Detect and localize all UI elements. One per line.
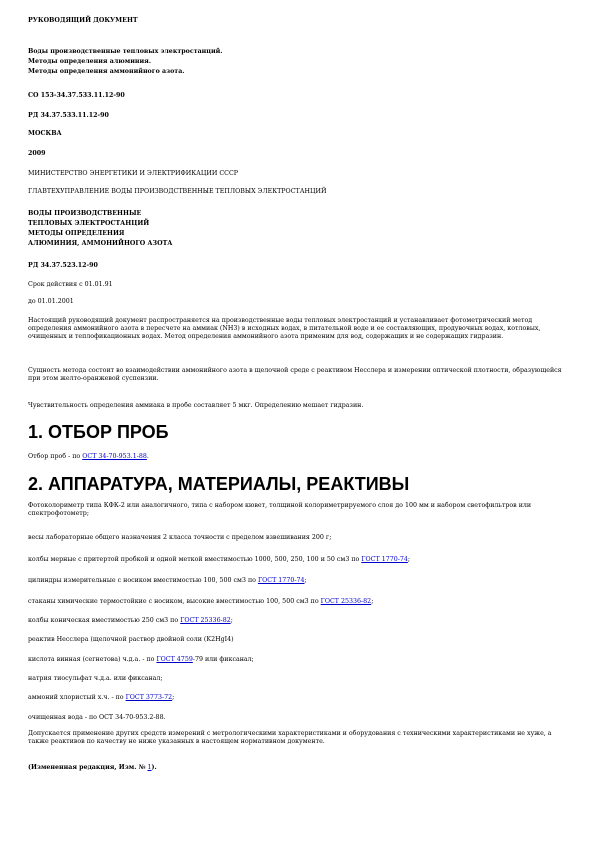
list-item-text: аммоний хлористый х.ч. - по: [28, 694, 124, 701]
section-1-heading: 1. ОТБОР ПРОБ: [28, 422, 169, 442]
title-line-1: Воды производственные тепловых электростанций.: [28, 48, 223, 55]
year: 2009: [28, 150, 46, 157]
intro-paragraph: Настоящий руководящий документ распространяется на производственные воды тепловых электростанций и устанавливает фотометрический метод определения аммонийного азота в пересчете на аммиак (NH3) в исходных водах, в питательной воде и ее составляющих, продувочных водах, котловых, очищенных и теплофикационных водах. Метод определения аммонийного азота применим для вод, содержащих и не содержащих гидразин.: [28, 317, 541, 341]
list-item-text: кислота винная (сегнетова) ч.д.а. - по: [28, 656, 155, 663]
gost-link[interactable]: ГОСТ 1770-74: [257, 577, 305, 584]
list-item-text: цилиндры измерительные с носиком вместимостью 100, 500 см3 по: [28, 577, 256, 584]
gost-link[interactable]: ГОСТ 3773-72: [125, 694, 173, 701]
list-item: [28, 694, 174, 702]
rd-code-2: РД 34.37.523.12-90: [28, 262, 98, 269]
validity-to: до 01.01.2001: [28, 298, 74, 305]
amendment-note: [28, 764, 157, 772]
department: ГЛАВТЕХУПРАВЛЕНИЕ ВОДЫ ПРОИЗВОДСТВЕННЫЕ ТЕПЛОВЫХ ЭЛЕКТРОСТАНЦИЙ: [28, 188, 327, 195]
title-line-2: Методы определения алюминия.: [28, 58, 152, 65]
amendment-suffix: ).: [151, 764, 157, 771]
list-item: [28, 598, 373, 606]
title-line-3: Методы определения аммонийного азота.: [28, 68, 185, 75]
doc-title-line-4: АЛЮМИНИЯ, АММОНИЙНОГО АЗОТА: [28, 240, 173, 247]
list-item-text: весы лабораторные общего назначения 2 класса точности с пределом взвешивания 200 г;: [28, 534, 332, 541]
list-item-text: стаканы химические термостойкие с носиком, высокие вместимостью 100, 500 см3 по: [28, 598, 319, 605]
city: МОСКВА: [28, 130, 62, 137]
ost-link[interactable]: ОСТ 34-70-953.1-88: [82, 453, 147, 460]
rd-code: РД 34.37.533.11.12-90: [28, 112, 109, 119]
gost-link[interactable]: ГОСТ 1770-74: [361, 556, 408, 563]
list-item-suffix: ;: [230, 617, 233, 624]
doc-type-label: РУКОВОДЯЩИЙ ДОКУМЕНТ: [28, 17, 138, 24]
doc-title-line-1: ВОДЫ ПРОИЗВОДСТВЕННЫЕ: [28, 210, 142, 217]
list-item: [28, 617, 233, 625]
sampling-paragraph: [28, 453, 149, 461]
gost-link[interactable]: ГОСТ 25336-82: [180, 617, 231, 624]
doc-title-line-2: ТЕПЛОВЫХ ЭЛЕКТРОСТАНЦИЙ: [28, 220, 150, 227]
list-item-text: реактив Несслера (щелочной раствор двойной соли (K2HgI4): [28, 636, 234, 643]
list-item-suffix: ;: [371, 598, 374, 605]
ministry: МИНИСТЕРСТВО ЭНЕРГЕТИКИ И ЭЛЕКТРИФИКАЦИИ СССР: [28, 170, 239, 177]
list-item-text: колбы мерные с притертой пробкой и одной меткой вместимостью 1000, 500, 250, 100 и 50 см3 по: [28, 556, 360, 563]
essence-paragraph: Сущность метода состоит во взаимодействии аммонийного азота в щелочной среде с реактивом Несслера и измерении оптической плотности, образующейся при этом желто-оранжевой суспензии.: [28, 367, 562, 383]
sampling-text: Отбор проб - по: [28, 453, 81, 460]
sampling-suffix: .: [146, 453, 149, 460]
list-item-suffix: ;: [407, 556, 410, 563]
list-item-text: очищенная вода - по ОСТ 34-70-953.2-88.: [28, 714, 166, 721]
list-item: [28, 714, 166, 722]
list-item: [28, 675, 163, 683]
sensitivity-paragraph: Чувствительность определения аммиака в пробе составляет 5 мкг. Определению мешает гидразин.: [28, 402, 364, 409]
amendment-text: (Измененная редакция, Изм. №: [28, 764, 146, 771]
amendment-link[interactable]: 1: [147, 764, 152, 771]
list-item-suffix: ;: [304, 577, 307, 584]
list-item: [28, 556, 410, 564]
list-item-suffix: -79 или фиксанал;: [192, 656, 254, 663]
list-item: [28, 502, 568, 518]
doc-title-line-3: МЕТОДЫ ОПРЕДЕЛЕНИЯ: [28, 230, 125, 237]
note-paragraph: Допускается применение других средств измерений с метрологическими характеристиками и оборудования с техническими характеристиками не хуже, а также реактивов по качеству не ниже указанных в настоящем нормативном документе.: [28, 730, 552, 746]
list-item-text: натрия тиосульфат ч.д.а. или фиксанал;: [28, 675, 163, 682]
validity-from: Срок действия с 01.01.91: [28, 281, 113, 288]
list-item: [28, 577, 307, 585]
gost-link[interactable]: ГОСТ 4759: [156, 656, 193, 663]
list-item-text: колбы коническая вместимостью 250 см3 по: [28, 617, 179, 624]
section-2-heading: 2. АППАРАТУРА, МАТЕРИАЛЫ, РЕАКТИВЫ: [28, 474, 410, 494]
gost-link[interactable]: ГОСТ 25336-82: [320, 598, 372, 605]
so-code: СО 153-34.37.533.11.12-90: [28, 92, 125, 99]
list-item: [28, 534, 331, 542]
list-item: [28, 636, 234, 644]
list-item-suffix: ;: [172, 694, 175, 701]
list-item: [28, 656, 254, 664]
list-item-text: Фотоколориметр типа КФК-2 или аналогичного, типа с набором кювет, толщиной колориметрируемого слоя до 100 мм и набором светофильтров или спектрофотометр;: [28, 502, 532, 518]
